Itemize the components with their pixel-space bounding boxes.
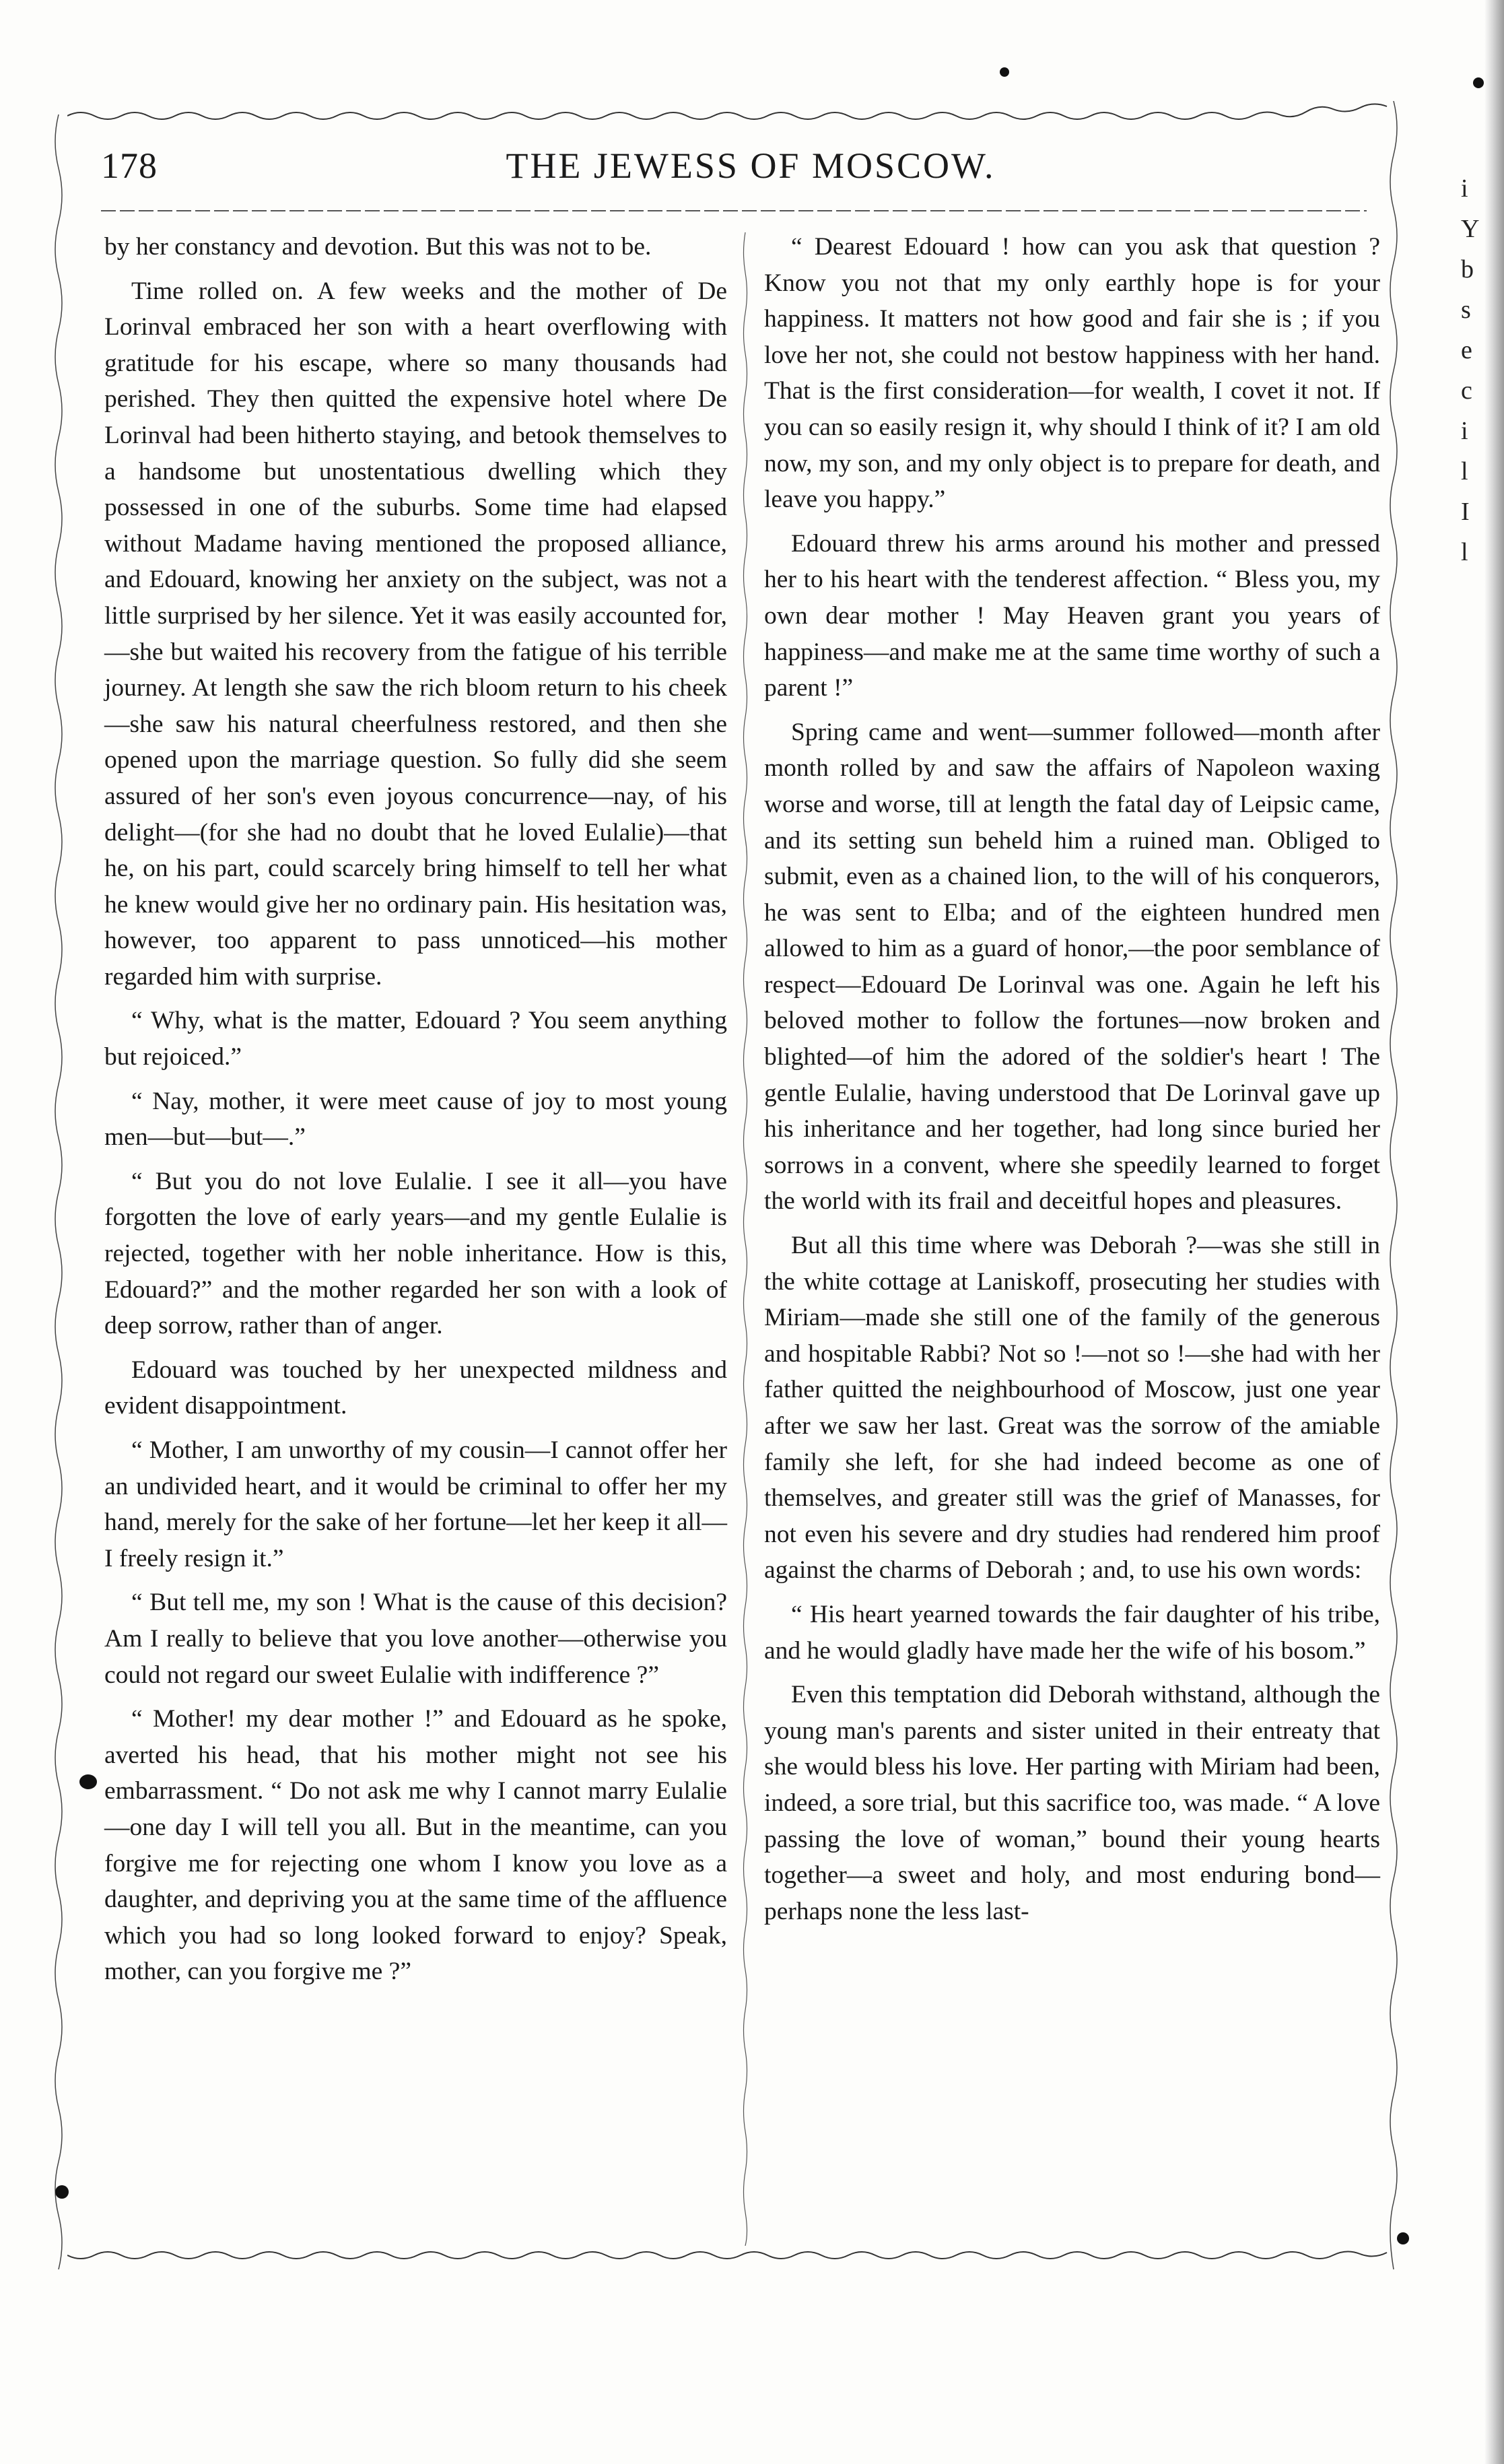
next-page-edge-fragments — [1461, 168, 1488, 774]
top-border-rule — [67, 101, 1400, 128]
paragraph: But all this time where was Deborah ?—was she still in the white cottage at Laniskoff, prosecuting her studies with Miriam—made she still one of the family of the generous and hospitable Rabbi? Not so !—not so !—she had with her father quitted the neighbourhood of Moscow, just one year after we saw her last. Great was the sorrow of the amiable family she left, for she had indeed become as one of themselves, and greater still was the grief of Manasses, for not even his severe and dry studies had rendered him proof against the charms of Deborah ; and, to use his own words: — [764, 1232, 1380, 1585]
ink-blot — [1473, 77, 1484, 88]
ink-blot — [1397, 2232, 1409, 2244]
column-divider — [741, 232, 750, 2246]
edge-letter: l — [1461, 538, 1468, 566]
ink-blot — [55, 2185, 69, 2199]
running-title: THE JEWESS OF MOSCOW. — [506, 145, 996, 186]
edge-letter: i — [1461, 417, 1468, 445]
ink-blot — [79, 1774, 97, 1789]
paragraph: “ Mother, I am unworthy of my cousin—I cannot offer her an undivided heart, and it would be criminal to offer her my hand, merely for the sake of her fortune—let her keep it all—I freely resign it.” — [104, 1436, 727, 1572]
header-rule — [101, 205, 1367, 219]
left-text-column — [104, 229, 727, 1998]
bottom-border-rule — [67, 2246, 1400, 2273]
page-edge-shadow — [1484, 0, 1504, 2464]
paragraph: “ His heart yearned towards the fair daughter of his tribe, and he would gladly have made her the wife of his bosom.” — [764, 1600, 1380, 1665]
edge-letter: s — [1461, 296, 1471, 324]
paragraph: “ Nay, mother, it were meet cause of joy to most young men—but—but—.” — [104, 1087, 727, 1152]
right-text-column — [764, 229, 1380, 1937]
paragraph: Spring came and went—summer followed—month after month rolled by and saw the affairs of Napoleon waxing worse and worse, till at length the fatal day of Leipsic came, and its setting sun beheld him a ruined man. Obliged to submit, even as a chained lion, to the will of his conquerors, he was sent to Elba; and of the eighteen hundred men allowed to him as a guard of honor,—the poor semblance of respect—Edouard De Lorinval was one. Again he left his beloved mother to follow the fortunes—now broken and blighted—of him the adored of the soldier's heart ! The gentle Eulalie, having understood that De Lorinval gave up his inheritance and her together, had long since buried her sorrows in a convent, where she speedily learned to forget the world with its frail and deceitful hopes and pleasures. — [764, 718, 1380, 1216]
paragraph: Even this temptation did Deborah withstand, although the young man's parents and sister united in their entreaty that she would bless his love. Her parting with Miriam had been, indeed, a sore trial, but this sacrifice too, was made. “ A love passing the love of woman,” bound their young hearts together—a sweet and holy, and most enduring bond—perhaps none the less last- — [764, 1681, 1380, 1925]
paragraph: by her constancy and devotion. But this was not to be. — [104, 233, 652, 261]
paragraph: “ Mother! my dear mother !” and Edouard as he spoke, averted his head, that his mother might not see his embarrassment. “ Do not ask me why I cannot marry Eulalie—one day I will tell you all. But in the meantime, can you forgive me for rejecting one whom I know you love as a daughter, and depriving you at the same time of the affluence which you had so long looked forward to enjoy? Speak, mother, can you forgive me ?” — [104, 1705, 727, 1986]
paragraph: Time rolled on. A few weeks and the mother of De Lorinval embraced her son with a heart overflowing with gratitude for his escape, where so many thousands had perished. They then quitted the expensive hotel where De Lorinval had been hitherto staying, and betook themselves to a handsome but unostentatious dwelling which they possessed in one of the suburbs. Some time had elapsed without Madame having mentioned the proposed alliance, and Edouard, knowing her anxiety on the subject, was not a little surprised by her silence. Yet it was easily accounted for,—she but waited his recovery from the fatigue of his terrible journey. At length she saw the rich bloom return to his cheek—she saw his natural cheerfulness restored, and then she opened upon the marriage question. So fully did she seem assured of her son's even joyous concurrence—nay, of his delight—(for she had no doubt that he loved Eulalie)—that he, on his part, could scarcely bring himself to tell her what he knew would give her no ordinary pain. His hesitation was, however, too apparent to pass unnoticed—his mother regarded him with surprise. — [104, 277, 727, 991]
edge-letter: c — [1461, 376, 1472, 405]
edge-letter: i — [1461, 174, 1468, 203]
edge-letter: I — [1461, 498, 1470, 526]
left-border-rule — [48, 114, 69, 2269]
edge-letter: b — [1461, 255, 1474, 284]
paragraph: “ Dearest Edouard ! how can you ask that question ? Know you not that my only earthly hope is for your happiness. It matters not how good and fair she is ; if you love her not, she could not bestow happiness with her hand. That is the first consideration—for wealth, I covet it not. If you can so easily resign it, why should I think of it? I am old now, my son, and my only object is to prepare for death, and leave you happy.” — [764, 233, 1380, 514]
ink-blot — [1000, 67, 1009, 77]
paragraph: Edouard was touched by her unexpected mildness and evident disappointment. — [104, 1356, 727, 1420]
paragraph: “ But you do not love Eulalie. I see it all—you have forgotten the love of early years—and my gentle Eulalie is rejected, together with her noble inheritance. How is this, Edouard?” and the mother regarded her son with a look of deep sorrow, rather than of anger. — [104, 1167, 727, 1340]
edge-letter: l — [1461, 457, 1468, 486]
paragraph: Edouard threw his arms around his mother and pressed her to his heart with the tenderest affection. “ Bless you, my own dear mother ! May Heaven grant you years of happiness—and make me at the same time worthy of such a parent !” — [764, 529, 1380, 702]
edge-letter: e — [1461, 336, 1472, 364]
right-border-rule — [1380, 101, 1407, 2269]
edge-letter: Y — [1461, 215, 1480, 243]
page-number: 178 — [101, 145, 158, 186]
paragraph: “ But tell me, my son ! What is the cause of this decision? Am I really to believe that you love another—otherwise you could not regard our sweet Eulalie with indifference ?” — [104, 1589, 727, 1689]
page-header — [101, 145, 1400, 199]
paragraph: “ Why, what is the matter, Edouard ? You seem anything but rejoiced.” — [104, 1007, 727, 1071]
